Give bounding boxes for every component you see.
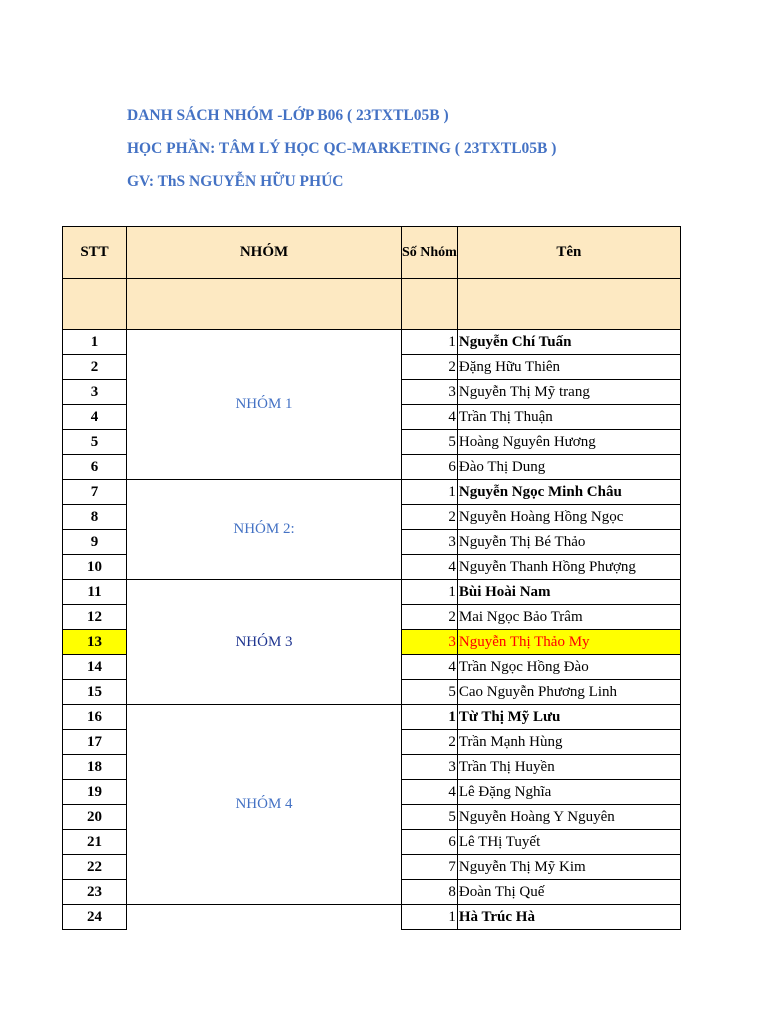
stt-cell: 4 <box>63 405 127 430</box>
stt-cell: 2 <box>63 355 127 380</box>
name-cell: Hoàng Nguyên Hương <box>457 430 680 455</box>
header-stt: STT <box>63 227 127 279</box>
title-course: HỌC PHẦN: TÂM LÝ HỌC QC-MARKETING ( 23TXTL05B ) <box>127 140 557 157</box>
stt-cell: 11 <box>63 580 127 605</box>
title-lecturer: GV: ThS NGUYỄN HỮU PHÚC <box>127 173 344 190</box>
header-nhom: NHÓM <box>127 227 402 279</box>
group-label-3: NHÓM 3 <box>127 580 402 705</box>
so-cell: 2 <box>402 355 458 380</box>
so-cell: 4 <box>402 655 458 680</box>
name-cell: Trần Mạnh Hùng <box>457 730 680 755</box>
so-cell: 4 <box>402 780 458 805</box>
stt-cell: 23 <box>63 880 127 905</box>
so-cell-highlighted: 3 <box>402 630 458 655</box>
group-label-2: NHÓM 2: <box>127 480 402 580</box>
name-cell: Nguyễn Hoàng Hồng Ngọc <box>457 505 680 530</box>
stt-cell: 14 <box>63 655 127 680</box>
name-cell-leader: Bùi Hoài Nam <box>457 580 680 605</box>
stt-cell: 15 <box>63 680 127 705</box>
name-cell: Lê THị Tuyết <box>457 830 680 855</box>
so-cell: 8 <box>402 880 458 905</box>
stt-cell: 9 <box>63 530 127 555</box>
group-table <box>62 226 681 930</box>
so-cell: 3 <box>402 530 458 555</box>
header-so-nhom: Số Nhóm <box>402 227 458 279</box>
stt-cell: 10 <box>63 555 127 580</box>
name-cell: Lê Đặng Nghĩa <box>457 780 680 805</box>
so-cell: 6 <box>402 455 458 480</box>
stt-cell: 24 <box>63 905 127 930</box>
stt-cell: 20 <box>63 805 127 830</box>
so-cell: 1 <box>402 905 458 930</box>
header-blank-cell <box>402 279 458 330</box>
stt-cell: 5 <box>63 430 127 455</box>
name-cell: Nguyễn Hoàng Y Nguyên <box>457 805 680 830</box>
name-cell-leader: Từ Thị Mỹ Lưu <box>457 705 680 730</box>
stt-cell: 6 <box>63 455 127 480</box>
name-cell: Nguyễn Thanh Hồng Phượng <box>457 555 680 580</box>
so-cell: 2 <box>402 730 458 755</box>
name-cell: Trần Thị Huyền <box>457 755 680 780</box>
group-label-4: NHÓM 4 <box>127 705 402 905</box>
stt-cell: 8 <box>63 505 127 530</box>
name-cell: Cao Nguyễn Phương Linh <box>457 680 680 705</box>
stt-cell: 19 <box>63 780 127 805</box>
stt-cell: 16 <box>63 705 127 730</box>
so-cell: 1 <box>402 580 458 605</box>
title-class-list: DANH SÁCH NHÓM -LỚP B06 ( 23TXTL05B ) <box>127 107 449 124</box>
name-cell: Nguyễn Thị Mỹ trang <box>457 380 680 405</box>
stt-cell: 18 <box>63 755 127 780</box>
so-cell: 5 <box>402 430 458 455</box>
so-cell: 2 <box>402 505 458 530</box>
header-blank-cell <box>63 279 127 330</box>
so-cell: 4 <box>402 555 458 580</box>
so-cell: 1 <box>402 480 458 505</box>
stt-cell: 21 <box>63 830 127 855</box>
stt-cell: 22 <box>63 855 127 880</box>
group-label-empty <box>127 905 402 930</box>
so-cell: 5 <box>402 805 458 830</box>
so-cell: 5 <box>402 680 458 705</box>
so-cell: 6 <box>402 830 458 855</box>
name-cell-leader: Nguyễn Chí Tuấn <box>457 330 680 355</box>
name-cell: Nguyễn Thị Mỹ Kim <box>457 855 680 880</box>
so-cell: 1 <box>402 705 458 730</box>
group-label-1: NHÓM 1 <box>127 330 402 480</box>
stt-cell: 17 <box>63 730 127 755</box>
name-cell-leader: Hà Trúc Hà <box>457 905 680 930</box>
stt-cell: 1 <box>63 330 127 355</box>
so-cell: 2 <box>402 605 458 630</box>
name-cell-leader: Nguyễn Ngọc Minh Châu <box>457 480 680 505</box>
name-cell: Trần Thị Thuận <box>457 405 680 430</box>
so-cell: 7 <box>402 855 458 880</box>
name-cell: Đặng Hữu Thiên <box>457 355 680 380</box>
stt-cell-highlighted: 13 <box>63 630 127 655</box>
name-cell: Đoàn Thị Quế <box>457 880 680 905</box>
header-ten: Tên <box>457 227 680 279</box>
header-blank-cell <box>457 279 680 330</box>
name-cell: Mai Ngọc Bảo Trâm <box>457 605 680 630</box>
so-cell: 1 <box>402 330 458 355</box>
stt-cell: 7 <box>63 480 127 505</box>
name-cell: Trần Ngọc Hồng Đào <box>457 655 680 680</box>
so-cell: 4 <box>402 405 458 430</box>
stt-cell: 12 <box>63 605 127 630</box>
so-cell: 3 <box>402 755 458 780</box>
name-cell-highlighted: Nguyễn Thị Thảo My <box>457 630 680 655</box>
name-cell: Đào Thị Dung <box>457 455 680 480</box>
so-cell: 3 <box>402 380 458 405</box>
name-cell: Nguyễn Thị Bé Thảo <box>457 530 680 555</box>
header-blank-cell <box>127 279 402 330</box>
stt-cell: 3 <box>63 380 127 405</box>
